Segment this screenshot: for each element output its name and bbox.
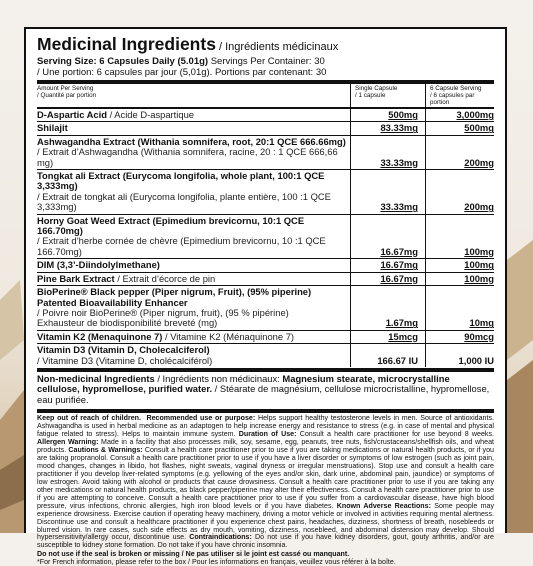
amount-six-capsules: 3,000mg xyxy=(456,109,494,120)
warn-cautions-text: Consult a health care practitioner prior to use if you are taking medications or natural health products, or if you are taking propranolol. Consult a health care practitioner prior to use if you have a liver disorder or symptoms of low estrogen (such as joint pain, mood changes, changes in libido, hot flashes, night sweats, vaginal dryness or irregular menstruations). Stop use and consult a health care practitioner if you develop liver-related symptoms (e.g. yellowing of the eyes and/or skin, dark urine, abdominal pain, jaundice) or symptoms of low estrogen. Avoid taking with alcohol or products that cause drowsiness. Consult a health care practitioner prior to use if you are taking any other medications or natural health products, as black pepper/piperine may alter their effectiveness. Consult a health care practitioner prior to use if you are attempting to conceive. Consult a health care practitioner prior to use if you suffer from a cardiovascular disease, have high blood pressure, virus infections, chronic allergies, high iron blood levels or if you have diabetes. xyxy=(37,445,494,510)
amount-single-capsule: 16.67mg xyxy=(380,259,418,271)
warn-cautions-label: Cautions & Warnings: xyxy=(68,445,143,454)
warn-use-label: Recommended use or purpose: xyxy=(146,414,256,423)
warn-adverse-label: Known Adverse Reactions: xyxy=(336,501,431,510)
ingredient-name: Ashwagandha Extract (Withania somnifera, root, 20:1 QCE 666.66mg) xyxy=(37,135,346,147)
ingredient-name-fr: / Acide D-aspartique xyxy=(106,109,195,120)
warn-contra-text: Do not use if you have kidney disorders, gout, gouty arthritis, and/or are susceptible to kidney stone formation. Do not take if you have chronic insomnia. xyxy=(37,533,494,550)
bioperine-single: 1.67mg xyxy=(385,317,418,329)
vitk2-six: 90mcg xyxy=(464,330,494,342)
serving-info xyxy=(37,57,494,78)
ingredient-name: Tongkat ali Extract (Eurycoma longifolia, whole plant, 100:1 QCE 3,333mg) xyxy=(37,170,325,192)
warn-duration-label: Duration of Use: xyxy=(238,430,297,439)
ingredient-name-fr: / Extrait d’herbe cornée de chèvre (Epimedium brevicornu, 10 :1 QCE 166.70mg) xyxy=(37,235,326,257)
vitk2-single: 15mcg xyxy=(388,330,418,342)
amount-six-capsules: 500mg xyxy=(464,122,494,134)
header-six-en: 6 Capsule Serving xyxy=(430,85,482,92)
ingredient-name: D-Aspartic Acid xyxy=(37,109,107,120)
ingredient-name-fr: / Extrait d’écorce de pin xyxy=(114,272,216,284)
amount-single-capsule: 33.33mg xyxy=(380,156,418,168)
ingredient-name-fr: / Extrait d’Ashwagandha (Withania somnifera, racine, 20 : 1 QCE 666,66 mg) xyxy=(37,146,338,168)
ingredient-name: Shilajit xyxy=(37,122,68,134)
warn-adverse-text: Some people may experience drowsiness. Exercise caution if operating heavy machinery, driving a motor vehicle or involved in activities requiring mental alertness. Discontinue use and consult a healthcare practitioner if you experience chest pains, headaches, dizziness, shortness of breath, nosebleeds or blurred vision. In rare cases, such side effects as dry mouth, vomiting, dizziness, nosebleed, and abdominal distension may develop. Should hypersensitivity/allergy occur, discontinue use. xyxy=(37,501,494,542)
vitk2-en: Vitamin K2 (Menaquinone 7) xyxy=(37,330,163,342)
warn-duration-text: Consult a health care practitioner for use beyond 8 weeks. xyxy=(296,430,494,439)
nonmed-list-en: Magnesium stearate, microcrystalline cellulose, hypromellose, purified water. xyxy=(37,372,450,395)
supplement-facts-panel xyxy=(24,27,507,566)
warn-use-text: Helps support healthy testosterone levels in men. Source of antioxidants. Ashwagandha is used in herbal medicine as an adaptogen to help increase energy and resistance to stress (e.g. in case of mental and physical fatigue related to stress). Helps to maintain immune system. xyxy=(37,414,494,439)
title-sep: / xyxy=(215,41,226,53)
amount-six-capsules: 100mg xyxy=(464,245,494,257)
header-amount-fr: / Quantité par portion xyxy=(37,92,97,99)
nonmed-label-en: Non-medicinal Ingredients xyxy=(37,372,155,384)
amount-six-capsules: 200mg xyxy=(464,156,494,168)
ingredient-name: Pine Bark Extract xyxy=(37,272,115,284)
ingredient-name-fr: / Extrait de tongkat ali (Eurycoma longifolia, plante entière, 100 :1 QCE 3,333mg) xyxy=(37,190,331,213)
header-six-fr: / 6 capsules par portion xyxy=(430,92,475,106)
serving-info-fr: / Une portion: 6 capsules par jour (5,01g). Portions par contenant: 30 xyxy=(37,66,327,78)
header-single-fr: / 1 capsule xyxy=(355,92,386,99)
amount-single-capsule: 16.67mg xyxy=(380,245,418,257)
ingredients-table xyxy=(37,84,494,367)
serving-size-bold: Serving Size: 6 Capsules Daily (5.01g) xyxy=(37,56,209,67)
servings-per-container: Servings Per Container: 30 xyxy=(208,56,325,67)
non-medicinal-ingredients xyxy=(37,372,494,407)
footer-notes xyxy=(37,550,494,566)
warn-allergen-label: Allergen Warning: xyxy=(37,438,99,447)
amount-single-capsule: 500mg xyxy=(388,109,418,120)
bioperine-en-1: BioPerine® Black pepper (Piper nigrum, Fruit), (95% piperine) xyxy=(37,286,312,298)
warn-keep-out: Keep out of reach of children. xyxy=(37,414,141,423)
amount-six-capsules: 100mg xyxy=(464,259,494,271)
vitd3-en: Vitamin D3 (Vitamin D, Cholecalciferol) xyxy=(37,344,210,356)
amount-single-capsule: 16.67mg xyxy=(380,272,418,284)
bioperine-fr-1: / Poivre noir BioPerine® (Piper nigrum, fruit), (95 % pipérine) xyxy=(37,306,289,318)
amount-six-capsules: 100mg xyxy=(464,272,494,284)
ingredient-name: DIM (3,3’-Diindolylmethane) xyxy=(37,259,160,271)
bioperine-en-2: Patented Bioavailability Enhancer xyxy=(37,296,188,308)
nonmed-label-fr: / Ingrédients non médicinaux: xyxy=(154,372,283,384)
nonmed-list-fr: / Stéarate de magnésium, cellulose microcristalline, hypromellose, eau purifiée. xyxy=(37,383,490,405)
bioperine-fr-2: Exhausteur de biodisponibilité breveté (mg) xyxy=(37,317,218,329)
warn-allergen-text: Made in a facility that also processes milk, soy, sesame, egg, peanuts, tree nuts, fish/crustaceans/shellfish oils, and wheat products. xyxy=(37,438,494,454)
column-divider-1 xyxy=(350,84,351,367)
amount-six-capsules: 200mg xyxy=(464,201,494,213)
seal-warning: Do not use if the seal is broken or missing / Ne pas utiliser si le joint est cassé ou manquant. xyxy=(37,550,350,559)
warn-contra-label: Contraindications: xyxy=(189,533,252,542)
title-fr: Ingrédients médicinaux xyxy=(225,41,339,53)
vitd3-six: 1,000 IU xyxy=(458,354,494,366)
amount-single-capsule: 33.33mg xyxy=(380,201,418,213)
bioperine-six: 10mg xyxy=(469,317,494,329)
vitd3-single: 166.67 IU xyxy=(377,354,418,366)
title-en: Medicinal Ingredients xyxy=(37,34,216,54)
header-amount-en: Amount Per Serving xyxy=(37,85,94,92)
vitd3-fr: / Vitamine D3 (Vitamine D, cholécalciférol) xyxy=(37,354,213,366)
warnings-text xyxy=(37,413,494,550)
vitk2-fr: / Vitamine K2 (Ménaquinone 7) xyxy=(162,330,295,342)
header-single-en: Single Capsule xyxy=(355,85,398,92)
ingredient-name: Horny Goat Weed Extract (Epimedium brevicornu, 10:1 QCE 166.70mg) xyxy=(37,214,305,237)
column-divider-2 xyxy=(425,84,426,367)
amount-single-capsule: 83.33mg xyxy=(380,122,418,134)
panel-title xyxy=(37,35,494,57)
french-info-note: *For French information, please refer to the box / Pour les informations en français, veuillez vous référer à la boîte. xyxy=(37,558,396,566)
